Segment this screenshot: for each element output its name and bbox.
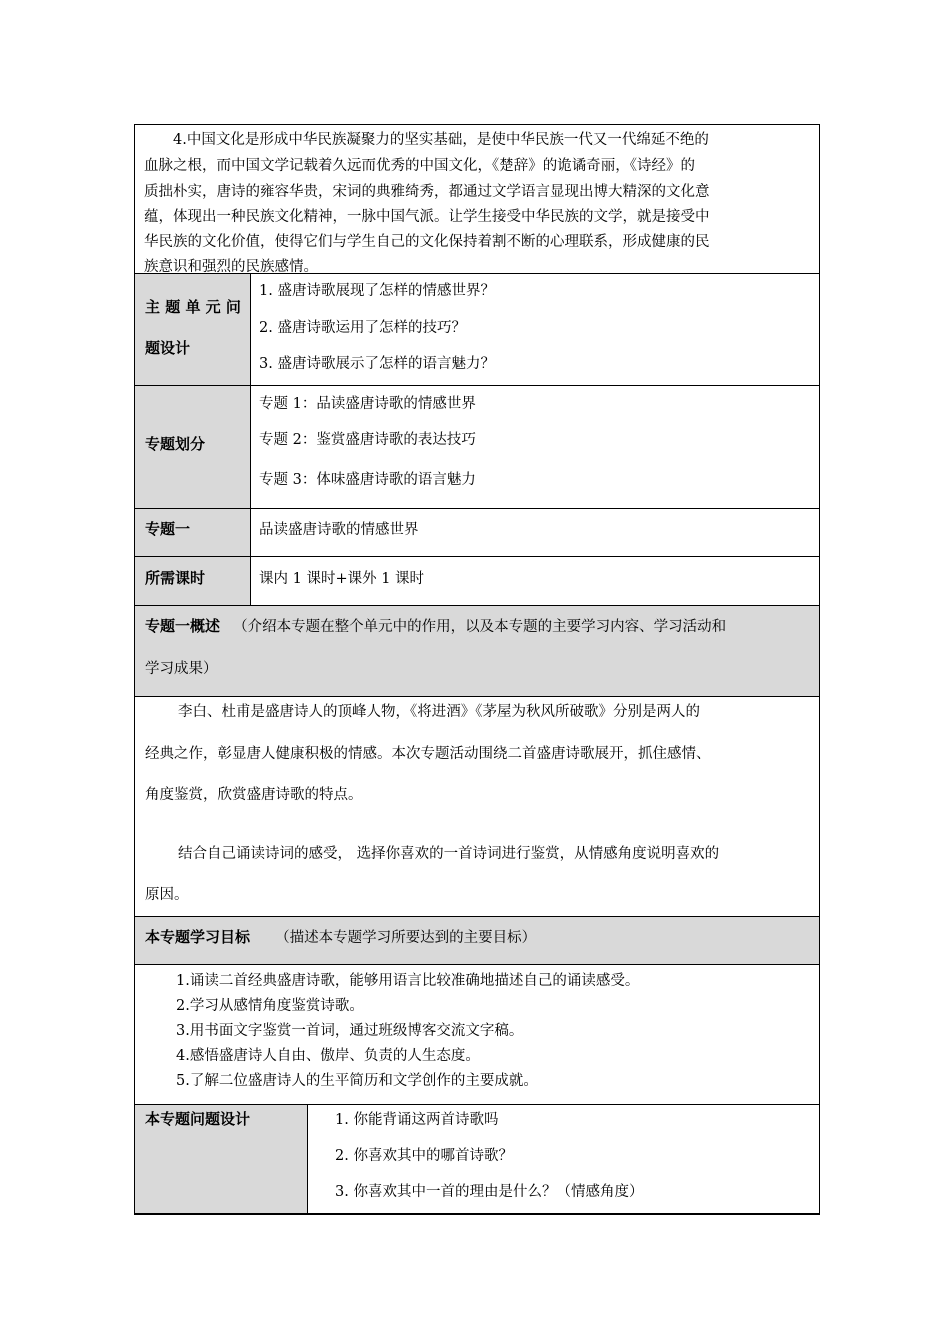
unit-questions-label: 题设计	[145, 339, 191, 357]
row-divider	[134, 385, 820, 386]
overview-label: 专题一概述	[145, 617, 221, 635]
overview-body-line: 角度鉴赏，欣赏盛唐诗歌的特点。	[145, 787, 363, 803]
goals-header	[145, 926, 536, 947]
table-border-right	[819, 124, 820, 1215]
topic-item: 专题 1：品读盛唐诗歌的情感世界	[259, 396, 476, 412]
overview-body-line: 结合自己诵读诗词的感受， 选择你喜欢的一首诗词进行鉴赏，从情感角度说明喜欢的	[178, 846, 720, 862]
goal-item: 5.了解二位盛唐诗人的生平简历和文学创作的主要成就。	[176, 1073, 538, 1089]
intro-line: 血脉之根，而中国文学记载着久远而优秀的中国文化，《楚辞》的诡谲奇丽，《诗经》的	[144, 158, 695, 174]
intro-line: 4.中国文化是形成中华民族凝聚力的坚实基础，是使中华民族一代又一代绵延不绝的	[173, 132, 709, 148]
hours-label: 所需课时	[145, 569, 206, 587]
row-divider	[134, 556, 820, 557]
topic-item: 专题 2：鉴赏盛唐诗歌的表达技巧	[259, 432, 476, 448]
row-divider	[134, 605, 820, 606]
column-divider	[250, 273, 251, 605]
overview-desc: 学习成果）	[145, 661, 218, 677]
intro-line: 族意识和强烈的民族感情。	[144, 259, 318, 275]
intro-line: 蕴，体现出一种民族文化精神，一脉中国气派。让学生接受中华民族的文学，就是接受中	[144, 209, 710, 225]
unit-question-item: 3. 盛唐诗歌展示了怎样的语言魅力？	[259, 356, 495, 372]
unit-question-item: 1. 盛唐诗歌展现了怎样的情感世界？	[259, 283, 495, 299]
goal-item: 1.诵读二首经典盛唐诗歌，能够用语言比较准确地描述自己的诵读感受。	[176, 973, 640, 989]
goal-item: 4.感悟盛唐诗人自由、傲岸、负责的人生态度。	[176, 1048, 480, 1064]
goals-desc: （描述本专题学习所要达到的主要目标）	[275, 930, 537, 946]
goal-item: 2.学习从感情角度鉴赏诗歌。	[176, 998, 364, 1014]
overview-desc: （介绍本专题在整个单元中的作用，以及本专题的主要学习内容、学习活动和	[233, 619, 727, 635]
row-divider	[134, 916, 820, 917]
column-divider	[307, 1104, 308, 1214]
topic-one-label: 专题一	[145, 520, 191, 538]
overview-body-line: 原因。	[145, 887, 189, 903]
unit-questions-label: 主 题 单 元 问	[145, 298, 241, 316]
unit-question-item: 2. 盛唐诗歌运用了怎样的技巧？	[259, 320, 466, 336]
intro-line: 华民族的文化价值，使得它们与学生自己的文化保持着割不断的心理联系，形成健康的民	[144, 234, 710, 250]
unit-questions-label-cell	[135, 273, 251, 385]
overview-header	[145, 615, 726, 636]
topic-question-item: 1. 你能背诵这两首诗歌吗	[335, 1112, 499, 1128]
topic-one-value: 品读盛唐诗歌的情感世界	[259, 522, 419, 538]
table-border-left	[134, 124, 135, 1215]
row-divider	[134, 508, 820, 509]
topic-question-item: 3. 你喜欢其中一首的理由是什么？（情感角度）	[335, 1184, 644, 1200]
overview-body-line: 李白、杜甫是盛唐诗人的顶峰人物，《将进酒》《茅屋为秋风所破歌》分别是两人的	[178, 704, 700, 720]
goal-item: 3.用书面文字鉴赏一首词，通过班级博客交流文字稿。	[176, 1023, 524, 1039]
intro-line: 质拙朴实，唐诗的雍容华贵，宋词的典雅绮秀，都通过文学语言显现出博大精深的文化意	[144, 184, 710, 200]
topic-item: 专题 3：体味盛唐诗歌的语言魅力	[259, 472, 476, 488]
topic-questions-label: 本专题问题设计	[145, 1110, 251, 1128]
table-border-top	[134, 124, 820, 125]
topics-label: 专题划分	[145, 435, 206, 453]
row-divider	[134, 964, 820, 965]
row-divider	[134, 696, 820, 697]
table-border-bottom	[134, 1213, 820, 1215]
row-divider	[134, 1104, 820, 1105]
hours-value: 课内 1 课时+课外 1 课时	[259, 571, 425, 587]
topic-question-item: 2. 你喜欢其中的哪首诗歌？	[335, 1148, 513, 1164]
goals-label: 本专题学习目标	[145, 928, 251, 946]
overview-body-line: 经典之作，彰显唐人健康积极的情感。本次专题活动围绕二首盛唐诗歌展开，抓住感情、	[145, 746, 711, 762]
